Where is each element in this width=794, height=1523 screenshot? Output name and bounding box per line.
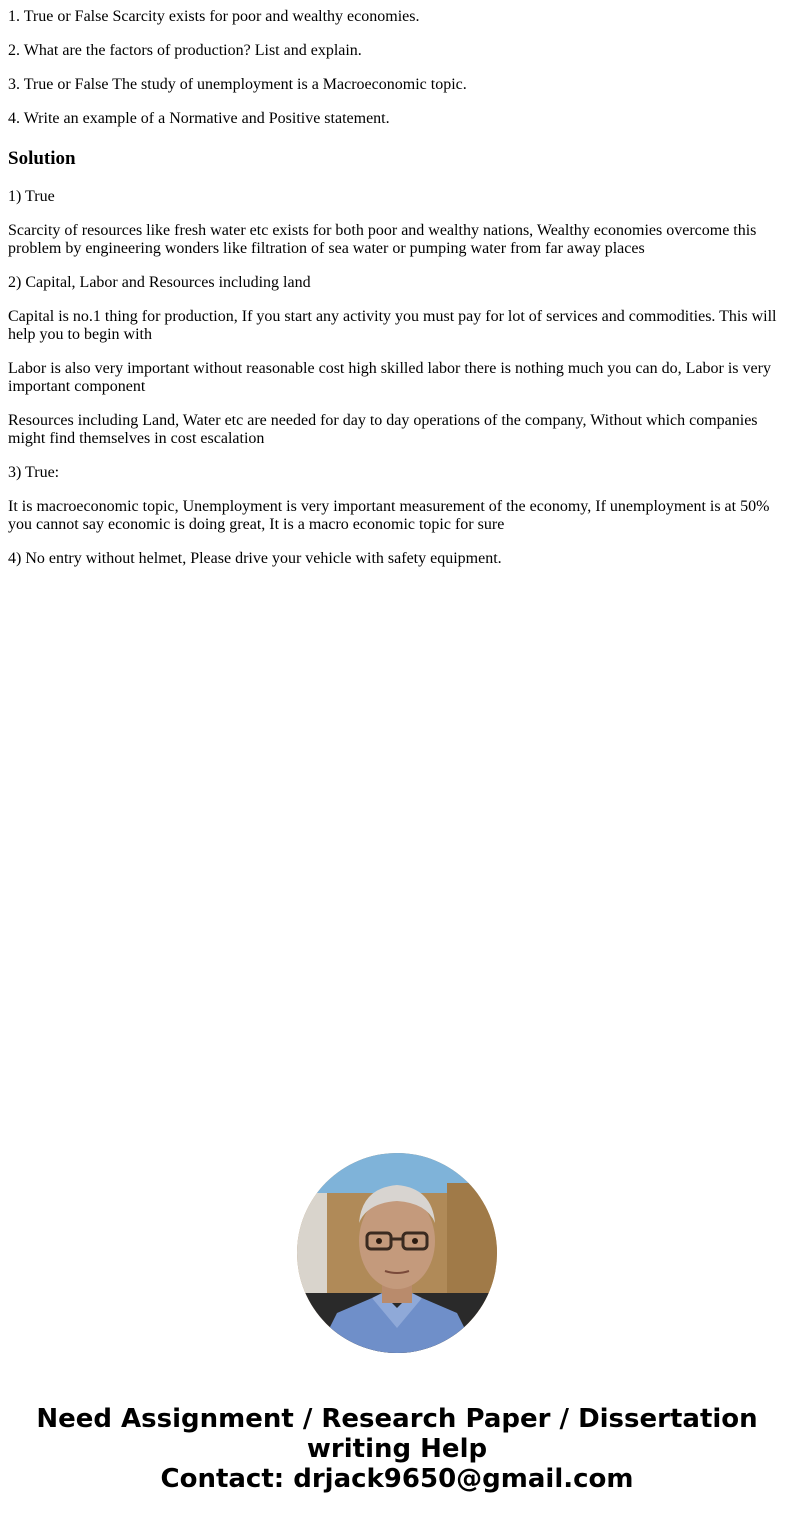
promo-line-1: Need Assignment / Research Paper / Dissertation	[36, 1404, 758, 1434]
promo-contact: Contact: drjack9650@gmail.com	[160, 1464, 634, 1494]
solution-heading: Solution	[8, 148, 76, 169]
promo-line-2: writing Help	[306, 1434, 488, 1464]
answer-2: 2) Capital, Labor and Resources including land	[8, 274, 311, 291]
author-avatar	[297, 1153, 497, 1353]
document-body	[8, 0, 784, 584]
answer-1: 1) True	[8, 188, 55, 205]
question-3: 3. True or False The study of unemployment is a Macroeconomic topic.	[8, 76, 467, 93]
answer-2-capital: Capital is no.1 thing for production, If you start any activity you must pay for lot of services and commodities. This will help you to begin with	[8, 308, 777, 343]
answer-3-explanation: It is macroeconomic topic, Unemployment is very important measurement of the economy, If unemployment is at 50% you cannot say economic is doing great, It is a macro economic topic for sure	[8, 498, 770, 533]
answer-2-resources: Resources including Land, Water etc are needed for day to day operations of the company, Without which companies might find themselves in cost escalation	[8, 412, 758, 447]
answer-2-labor: Labor is also very important without reasonable cost high skilled labor there is nothing much you can do, Labor is very important component	[8, 360, 771, 395]
answer-4: 4) No entry without helmet, Please drive your vehicle with safety equipment.	[8, 550, 502, 567]
question-4: 4. Write an example of a Normative and Positive statement.	[8, 110, 390, 127]
question-2: 2. What are the factors of production? List and explain.	[8, 42, 362, 59]
answer-1-explanation: Scarcity of resources like fresh water etc exists for both poor and wealthy nations, Wealthy economies overcome this problem by engineering wonders like filtration of sea water or pumping water from far away places	[8, 222, 757, 257]
promo-banner	[0, 1404, 794, 1494]
answer-3: 3) True:	[8, 464, 60, 481]
question-1: 1. True or False Scarcity exists for poor and wealthy economies.	[8, 8, 420, 25]
